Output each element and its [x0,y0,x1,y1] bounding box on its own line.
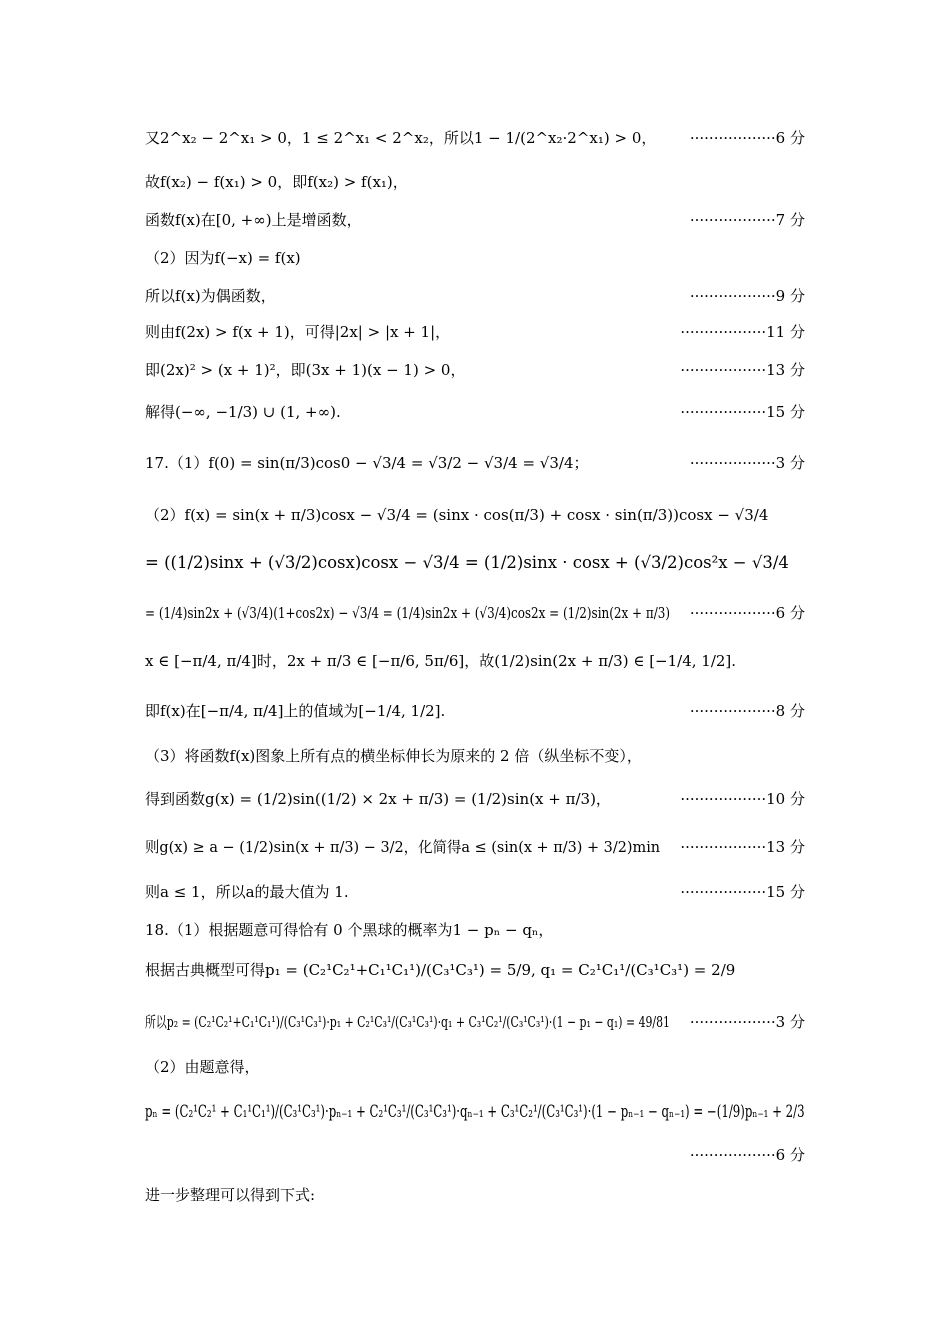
line-text: = (1/4)sin2x + (√3/4)(1+cos2x) − √3/4 = (1/4)sin2x + (√3/4)cos2x = (1/2)sin(2x + π/3) [145,604,670,622]
line-score: ··················11 分 [680,323,805,341]
line-text: 即(2x)² > (x + 1)²，即(3x + 1)(x − 1) > 0， [145,361,466,379]
solution-line [0,128,950,162]
line-text: 得到函数g(x) = (1/2)sin((1/2) × 2x + π/3) = (1/2)sin(x + π/3)， [145,790,611,808]
line-text: 则g(x) ≥ a − (1/2)sin(x + π/3) − 3/2，化简得a ≤ (sin(x + π/3) + 3/2)min [145,838,661,856]
line-text: = ((1/2)sinx + (√3/2)cosx)cosx − √3/4 = (1/2)sinx · cosx + (√3/2)cos²x − √3/4 [145,553,789,572]
line-text: 17.（1）f(0) = sin(π/3)cos0 − √3/4 = √3/2 − √3/4 = √3/4； [145,454,589,472]
line-text: pₙ = (C₂¹C₂¹ + C₁¹C₁¹)/(C₃¹C₃¹)·pₙ₋₁ + C₂¹C₃¹/(C₃¹C₃¹)·qₙ₋₁ + C₃¹C₂¹/(C₃¹C₃¹)·(1 − pₙ₋₁ − qₙ₋₁) = −(1/9)pₙ₋₁ + 2/3 [145,1102,805,1121]
solution-line [0,746,950,780]
line-score: ··················8 分 [689,702,805,720]
line-text: 故f(x₂) − f(x₁) > 0，即f(x₂) > f(x₁)， [145,173,408,191]
solution-line [0,651,950,685]
solution-line [0,286,950,320]
line-score: ··················15 分 [680,403,805,421]
solution-line [0,837,950,871]
line-score: ··················10 分 [680,790,805,808]
solution-line [0,402,950,436]
line-score: ··················6 分 [689,129,805,147]
solution-line [0,1012,950,1046]
line-score: ··················13 分 [680,361,805,379]
solution-line [0,960,950,994]
line-text: 18.（1）根据题意可得恰有 0 个黑球的概率为1 − pₙ − qₙ， [145,921,554,939]
line-text: （2）因为f(−x) = f(x) [145,249,301,267]
solution-line [0,882,950,916]
line-score: ··················13 分 [680,838,805,856]
line-text: 所以p₂ = (C₂¹C₂¹+C₁¹C₁¹)/(C₃¹C₃¹)·p₁ + C₂¹C₃¹/(C₃¹C₃¹)·q₁ + C₃¹C₂¹/(C₃¹C₃¹)·(1 − p₁ − q₁) = 49/81 [145,1013,670,1031]
solution-line [0,701,950,735]
solution-line [0,453,950,487]
solution-line [0,322,950,356]
line-score: ··················6 分 [689,1146,805,1164]
line-text: （3）将函数f(x)图象上所有点的横坐标伸长为原来的 2 倍（纵坐标不变）， [145,747,642,765]
line-text: （2）f(x) = sin(x + π/3)cosx − √3/4 = (sinx · cos(π/3) + cosx · sin(π/3))cosx − √3/4 [145,506,769,524]
line-text: 则由f(2x) > f(x + 1)，可得|2x| > |x + 1|， [145,323,451,341]
line-text: 根据古典概型可得p₁ = (C₂¹C₂¹+C₁¹C₁¹)/(C₃¹C₃¹) = 5/9, q₁ = C₂¹C₁¹/(C₃¹C₃¹) = 2/9 [145,961,736,979]
line-score: ··················3 分 [689,1013,805,1031]
solution-line [0,920,950,954]
line-text: x ∈ [−π/4, π/4]时，2x + π/3 ∈ [−π/6, 5π/6]，故(1/2)sin(2x + π/3) ∈ [−1/4, 1/2]. [145,652,737,670]
solution-line [0,1102,950,1136]
solution-line [0,248,950,282]
line-score: ··················7 分 [689,211,805,229]
solution-line [0,603,950,637]
solution-line [0,210,950,244]
line-text: 即f(x)在[−π/4, π/4]上的值域为[−1/4, 1/2]. [145,702,446,720]
line-score: ··················6 分 [689,604,805,622]
line-text: 函数f(x)在[0, +∞)上是增函数， [145,211,362,229]
line-text: 进一步整理可以得到下式: [145,1186,316,1204]
solution-line [0,505,950,539]
line-score: ··················3 分 [689,454,805,472]
solution-line [0,360,950,394]
solution-line [0,553,950,587]
line-text: （2）由题意得， [145,1058,260,1076]
line-score: ··················9 分 [689,287,805,305]
line-text: 则a ≤ 1，所以a的最大值为 1. [145,883,349,901]
solution-line [0,1185,950,1219]
solution-line [0,172,950,206]
solution-line [0,1057,950,1091]
line-text: 解得(−∞, −1/3) ∪ (1, +∞). [145,403,341,421]
line-text: 又2^x₂ − 2^x₁ > 0，1 ≤ 2^x₁ < 2^x₂，所以1 − 1/(2^x₂·2^x₁) > 0， [145,129,657,147]
solution-line [0,1145,950,1179]
line-score: ··················15 分 [680,883,805,901]
line-text: 所以f(x)为偶函数， [145,287,276,305]
solution-line [0,789,950,823]
